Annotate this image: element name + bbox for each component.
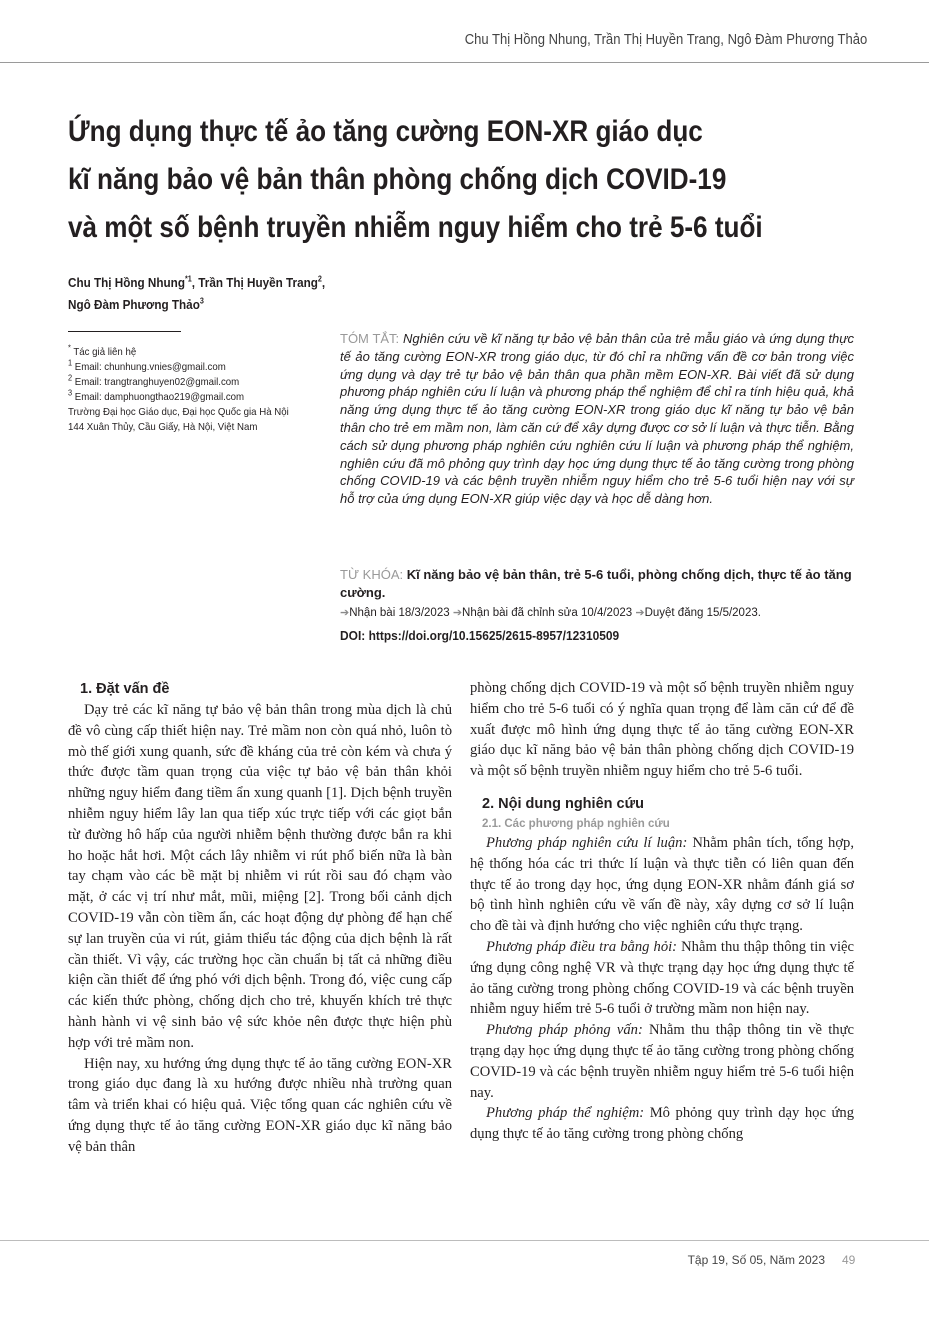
title-line-3: và một số bệnh truyền nhiễm nguy hiểm cho trẻ 5-6 tuổi bbox=[68, 211, 763, 244]
paragraph-method-4 bbox=[470, 1103, 854, 1145]
paragraph-method-2 bbox=[470, 937, 854, 1020]
author-3: Ngô Đàm Phương Thảo bbox=[68, 297, 200, 312]
title-line-1: Ứng dụng thực tế ảo tăng cường EON-XR giáo dục bbox=[68, 115, 703, 148]
author-3-sup: 3 bbox=[199, 296, 204, 306]
footer-divider bbox=[0, 1240, 929, 1241]
paragraph-method-1 bbox=[470, 833, 854, 937]
running-header-authors: Chu Thị Hồng Nhung, Trần Thị Huyền Trang, Ngô Đàm Phương Thảo bbox=[464, 32, 867, 48]
paragraph: Hiện nay, xu hướng ứng dụng thực tế ảo tăng cường EON-XR trong giáo dục đang là xu hướng được nhiều nhà trường quan tâm và triển khai có hiệu quả. Việc tổng quan các nghiên cứu về ứng dụng thực tế ảo tăng cường EON-XR giáo dục kĩ năng bảo vệ bản thân bbox=[68, 1055, 452, 1155]
author-footnotes bbox=[68, 345, 328, 435]
abstract-text: Nghiên cứu về kĩ năng tự bảo vệ bản thân của trẻ mẫu giáo và ứng dụng thực tế ảo tăng cường EON-XR trong giáo dục, từ đó chỉ ra những vấn đề cơ bản trong việc ứng dụng và dạy trẻ tự bảo vệ bản thân qua phần mềm EON-XR. Bài viết đã sử dụng phương pháp nghiên cứu lí luận và phương pháp thể nghiệm để chỉ ra tính hiệu quả, khả năng ứng dụng thực tế ảo tăng cường EON-XR trong giáo dục kĩ năng tự bảo vệ bản thân cho trẻ em mầm non, làm căn cứ để xây dựng được cơ sở lí luận và thực tiễn. Bằng cách sử dụng phương pháp nghiên cứu nghiên cứu lí luận và phương pháp thể nghiệm, nghiên cứu đã mô phỏng quy trình dạy học ứng dụng thực tế ảo tăng cường trong phòng chống COVID-19 và các bệnh truyền nhiễm nguy hiểm cho trẻ 5-6 tuổi hiện nay với sự hỗ trợ của ứng dụng EON-XR giúp việc dạy và học dễ dàng hơn. bbox=[340, 331, 854, 507]
page-number: 49 bbox=[842, 1253, 856, 1267]
date-accepted: Duyệt đăng 15/5/2023. bbox=[644, 607, 761, 619]
method-label: Phương pháp nghiên cứu lí luận: bbox=[486, 834, 688, 851]
footnote-email-2 bbox=[68, 375, 307, 390]
footnote-mark: 1 bbox=[68, 358, 73, 368]
footnote-affiliation: Trường Đại học Giáo dục, Đại học Quốc gia Hà Nội bbox=[68, 406, 289, 418]
paragraph-method-3 bbox=[470, 1020, 854, 1103]
footnote-mark: 3 bbox=[68, 388, 73, 398]
method-label: Phương pháp thể nghiệm: bbox=[486, 1105, 645, 1122]
author-1: Chu Thị Hồng Nhung bbox=[68, 275, 185, 290]
title-line-2: kĩ năng bảo vệ bản thân phòng chống dịch COVID-19 bbox=[68, 163, 727, 196]
footnote-mark: 2 bbox=[68, 373, 73, 383]
byline-line-2 bbox=[68, 294, 446, 316]
article-dates bbox=[340, 606, 854, 619]
date-received: Nhận bài 18/3/2023 bbox=[349, 607, 450, 619]
footnote-text: Email: damphuongthao219@gmail.com bbox=[74, 391, 245, 403]
method-text: Mô phỏng quy trình dạy học ứng dụng thực tế ảo tăng cường trong phòng chống bbox=[470, 1105, 854, 1143]
abstract-label: TÓM TẮT: bbox=[340, 331, 400, 346]
footnote-rule bbox=[68, 331, 181, 332]
subsection-2-1-heading: 2.1. Các phương pháp nghiên cứu bbox=[482, 817, 670, 830]
body-column-left bbox=[68, 678, 452, 1158]
method-text: Nhằm phân tích, tổng hợp, hệ thống hóa các tri thức lí luận và thực tiễn có liên quan đến thực tế ảo trong dạy học, ứng dụng EON-XR nhằm đánh giá sơ bộ tình hình nghiên cứu về vấn đề này, xây dựng cơ sở lí luận cho đề tài và định hướng cho việc nghiên cứu thực trạng. bbox=[470, 834, 854, 935]
section-1-heading: 1. Đặt vấn đề bbox=[80, 681, 170, 697]
byline-line-1 bbox=[68, 272, 446, 294]
abstract bbox=[340, 330, 854, 508]
footnote-email-1 bbox=[68, 360, 307, 375]
footnote-mark: * bbox=[68, 343, 71, 353]
author-byline bbox=[68, 272, 488, 316]
author-separator: , bbox=[191, 275, 199, 290]
author-2-sup: 2 bbox=[317, 274, 322, 284]
method-text: Nhằm thu thập thông tin việc ứng dụng công nghệ VR và thực trạng dạy học ứng dụng thực tế ảo tăng cường trong phòng chống COVID-19 và các bệnh truyền nhiễm nguy hiểm trẻ 5-6 tuổi ở trường mầm non hiện nay. bbox=[470, 938, 854, 1018]
paragraph: Dạy trẻ các kĩ năng tự bảo vệ bản thân trong mùa dịch là chủ đề vô cùng cấp thiết hiện nay. Trẻ mầm non còn quá nhỏ, luôn tò mò thế giới xung quanh, sức đề kháng của trẻ còn kém và chưa ý thức được tầm quan trọng của việc tự bảo vệ bản thân khỏi những nguy hiểm đang tiềm ẩn xung quanh [1]. Dịch bệnh truyền nhiễm nguy hiểm lây lan qua tiếp xúc trực tiếp với các giọt bắn từ đường hô hấp của người nhiễm bệnh thường được bắn ra khi ho hoặc hắt hơi. Một cách lây nhiễm vi rút phổ biến nữa là bàn tay chạm vào các bề mặt bị nhiễm vi rút rồi sau đó chạm vào mặt, ở các vị trí như mắt, mũi, miệng [2]. Trong bối cảnh dịch COVID-19 vẫn còn tiềm ẩn, các hoạt động dự phòng để hạn chế sự lan truyền của vi rút, giảm thiểu tác động của dịch bệnh là rất cần thiết. Vì vậy, các trường học cần chuẩn bị tất cả những điều kiện cần thiết để ứng phó với dịch bệnh. Trong đó, việc cung cấp các kiến thức phòng, chống dịch cho trẻ, khuyến khích trẻ thực hành hành vi vệ sinh bảo vệ sức khỏe nên được thực hiện phù hợp với trẻ mầm non. bbox=[68, 702, 452, 1051]
footer-issue: Tập 19, Số 05, Năm 2023 bbox=[687, 1253, 825, 1267]
section-2-heading: 2. Nội dung nghiên cứu bbox=[482, 795, 644, 812]
arrow-icon: ➔ bbox=[452, 607, 463, 619]
article-title bbox=[68, 108, 868, 252]
author-1-sup: *1 bbox=[184, 274, 192, 284]
footnote-text: Email: chunhung.vnies@gmail.com bbox=[74, 361, 226, 373]
keywords bbox=[340, 566, 854, 602]
keywords-label: TỪ KHÓA: bbox=[340, 567, 404, 582]
arrow-icon: ➔ bbox=[340, 607, 350, 619]
footnote-text: Tác giả liên hệ bbox=[73, 346, 137, 358]
paragraph: phòng chống dịch COVID-19 và một số bệnh truyền nhiễm nguy hiểm cho trẻ 5-6 tuổi có ý nghĩa quan trọng để làm căn cứ để đề xuất được mô hình ứng dụng thực tế ảo tăng cường EON-XR giáo dục kĩ năng bảo vệ bản thân phòng chống dịch COVID-19 và một số bệnh truyền nhiễm nguy hiểm cho trẻ 5-6 tuổi. bbox=[470, 680, 854, 780]
body-column-right bbox=[470, 678, 854, 1145]
header-divider bbox=[0, 62, 929, 63]
method-text: Nhằm thu thập thông tin về thực trạng dạy học ứng dụng thực tế ảo tăng cường trong phòng chống COVID-19 và các bệnh truyền nhiễm nguy hiểm trẻ 5-6 tuổi hiện nay. bbox=[470, 1022, 854, 1101]
footnote-email-3 bbox=[68, 390, 307, 405]
footnote-text: Email: trangtranghuyen02@gmail.com bbox=[74, 376, 240, 388]
keywords-text: Kĩ năng bảo vệ bản thân, trẻ 5-6 tuổi, phòng chống dịch, thực tế ảo tăng cường. bbox=[340, 567, 852, 600]
author-separator: , bbox=[321, 275, 326, 290]
footnote-address: 144 Xuân Thủy, Cầu Giấy, Hà Nội, Việt Nam bbox=[68, 421, 258, 433]
footnote-corresponding bbox=[68, 345, 307, 360]
arrow-icon: ➔ bbox=[635, 607, 645, 619]
author-2: Trần Thị Huyền Trang bbox=[198, 275, 318, 290]
doi-link[interactable]: DOI: https://doi.org/10.15625/2615-8957/12310509 bbox=[340, 628, 620, 643]
date-revised: Nhận bài đã chỉnh sửa 10/4/2023 bbox=[462, 607, 633, 619]
method-label: Phương pháp điều tra bằng hỏi: bbox=[486, 938, 678, 955]
method-label: Phương pháp phỏng vấn: bbox=[486, 1022, 643, 1039]
